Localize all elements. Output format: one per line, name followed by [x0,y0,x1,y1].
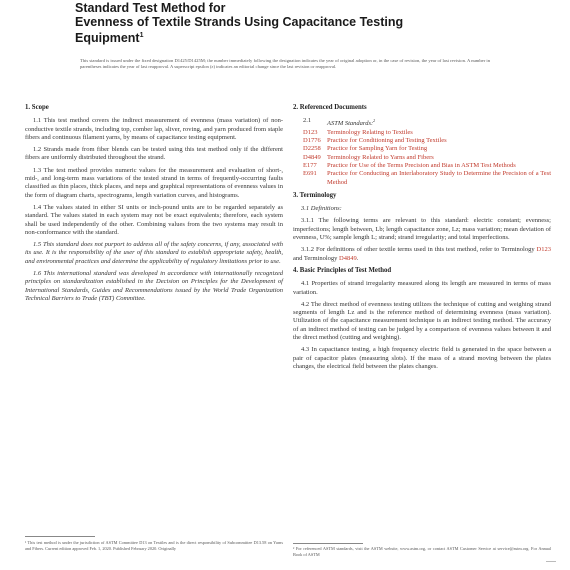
reference-code: D4849 [303,153,321,161]
paragraph-4-1: 4.1 Properties of strand irregularity measured along its length are measured in terms of mass variation. [293,280,551,296]
left-column [25,100,283,307]
title-footnote-mark: 1 [139,32,144,39]
page-corner-mark [546,561,556,562]
reference-title: Practice for Sampling Yarn for Testing [327,145,428,153]
paragraph-1-1: 1.1 This test method covers the indirect measurement of evenness (mass variation) of non-conductive textile strands, including top, comber lap, sliver, roving, and yarn produced from staple fibers and continuous filament yarns, by means of capacitance testing equipment. [25,117,283,141]
paragraph-4-2: 4.2 The direct method of evenness testing utilizes the technique of cutting and weighing strand segments of length Lz and is the reference method of determining evenness (mass variation). Utilization of the capacitance measurement technique is an indirect testing method. The accuracy of an indirect method of testing can be judged by a comparison of evenness values between it and the direct method (cutting and weighing). [293,300,551,341]
reference-link[interactable] [293,145,551,153]
ref-intro: ASTM Standards: [327,120,374,128]
designation-notice: This standard is issued under the fixed designation D1425/D1425M; the number immediately following the designation indicates the year of original adoption or, in the case of revision, the year of last revision. A number in parentheses indicates the year of last reapproval. A superscript epsilon (ε) indicates an editorial change since the last revision or reapproval. [80,58,490,70]
footnote-divider-left [25,536,95,537]
paragraph-3-1: 3.1 Definitions: [301,205,342,213]
reference-link[interactable] [293,129,551,137]
right-column [293,100,551,375]
reference-link[interactable] [293,170,551,187]
reference-link[interactable] [293,162,551,170]
reference-code: D123 [303,128,318,136]
title-line-2: Evenness of Textile Strands Using Capacitance Testing [75,14,404,29]
ref-intro-footnote-mark: 2 [373,118,376,124]
paragraph-1-2: 1.2 Strands made from fiber blends can be tested using this test method only if the different fibers are uniformly distributed throughout the strand. [25,146,283,162]
paragraph-3-1-2: 3.1.2 For definitions of other textile terms used in this test method, refer to Terminology D123 and Terminology D4849. [293,246,551,262]
footnote-divider-right [293,543,363,544]
paragraph-1-4: 1.4 The values stated in either SI units or inch-pound units are to be regarded separately as standard. The values stated in each system may not be exact equivalents; therefore, each system shall be used independently of the other. Combining values from the two systems may result in non-conformance with the standard. [25,203,283,236]
paragraph-1-6: 1.6 This international standard was developed in accordance with internationally recognized principles on standardization established in the Decision on Principles for the Development of International Standards, Guides and Recommendations issued by the World Trade Organization Technical Barriers to Trade (TBT) Committee. [25,270,283,302]
paragraph-4-3: 4.3 In capacitance testing, a high frequency electric field is generated in the space between a pair of capacitor plates (measuring slots). If the mass of a strand moving between the plates changes, the electrical field between the plates changes. [293,346,551,370]
section-heading-referenced-documents: 2. Referenced Documents [293,104,367,111]
section-heading-scope: 1. Scope [25,104,49,111]
ref-intro-code: 2.1 [303,117,312,125]
reference-title: Practice for Use of the Terms Precision and Bias in ASTM Test Methods [327,161,516,169]
reference-title: Terminology Relating to Textiles [327,128,413,136]
reference-link[interactable] [293,137,551,145]
footnote-right: ² For referenced ASTM standards, visit the ASTM website, www.astm.org, or contact ASTM Customer Service at service@astm.org. For Annual Book of ASTM [293,546,551,557]
reference-code: E691 [303,170,317,178]
reference-title: Terminology Related to Yarns and Fibers [327,153,434,161]
paragraph-1-5: 1.5 This standard does not purport to address all of the safety concerns, if any, associated with its use. It is the responsibility of the user of this standard to establish appropriate safety, health, and environmental practices and determine the applicability of regulatory limitations prior to use. [25,241,283,265]
reference-title: Practice for Conducting an Interlaboratory Study to Determine the Precision of a Test Method [327,170,551,186]
section-heading-basic-principles: 4. Basic Principles of Test Method [293,266,392,274]
link-d4849[interactable]: D4849 [339,254,357,262]
reference-code: D1776 [303,137,321,145]
reference-code: D2258 [303,145,321,153]
reference-link[interactable] [293,154,551,162]
footnote-left: ¹ This test method is under the jurisdiction of ASTM Committee D13 on Textiles and is the direct responsibility of Subcommittee D13.58 on Yarns and Fibers. Current edition approved Feb. 1, 2020. Published February 2020. Originally [25,540,283,551]
paragraph-3-1-1: 3.1.1 The following terms are relevant to this standard: electric constant; evenness; imperfections; length between, Lb; length capacitance zone, Lz; mass variation; mean deviation of evenness, U%; sample length L; strand; strand irregularity; and total imperfections. [293,217,551,242]
section-heading-terminology: 3. Terminology [293,191,337,199]
document-title [75,2,495,46]
paragraph-1-3: 1.3 The test method provides numeric values for the measurement and evaluation of short-, mid-, and long-term mass variations of the tested strand in terms of frequently-occurring faults classified as thin places, thick places, and neps and graphical representations of evenness values in the form of diagram charts, spectrograms, length variation curves, and histograms. [25,166,283,199]
link-d123[interactable]: D123 [536,246,551,254]
title-line-1: Standard Test Method for [75,1,226,15]
title-line-3: Equipment [75,31,140,46]
reference-code: E177 [303,161,317,169]
reference-title: Practice for Conditioning and Testing Textiles [327,137,447,145]
